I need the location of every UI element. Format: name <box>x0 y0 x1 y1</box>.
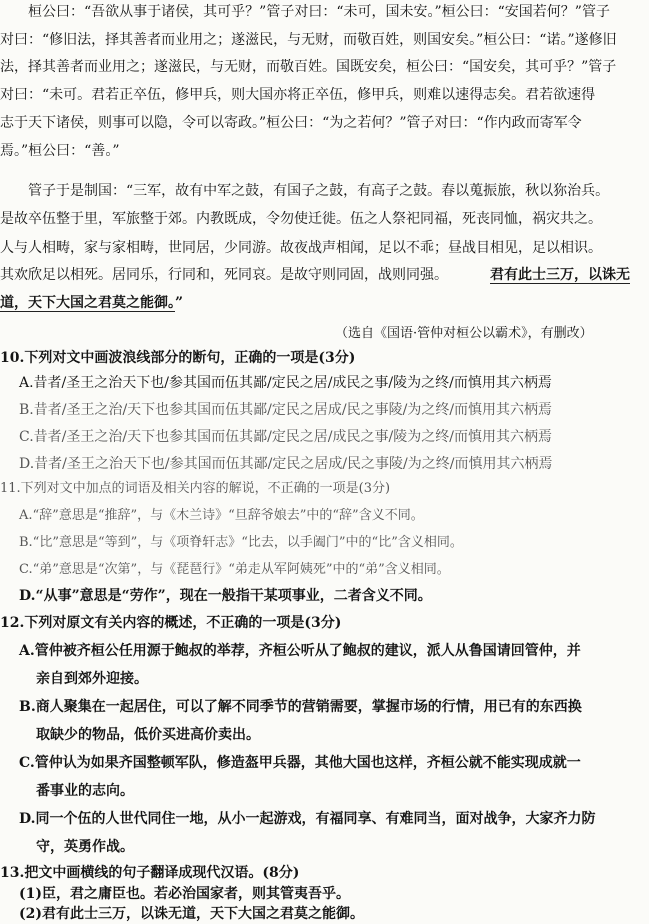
option-d: D.昔者/圣王之治天下也/参其国而伍其鄙/定民之居成/民之事陵/为之终/而慎用其六柄焉 <box>19 456 553 472</box>
option-a: A.昔者/圣王之治天下也/参其国而伍其鄙/定民之居/成民之事/陵为之终/而慎用其六柄焉 <box>19 375 552 391</box>
text-line: 其欢欣足以相死。居同乐，行同和，死同哀。是故守则同固，战则同强。 <box>0 267 448 283</box>
text-line: 人与人相畴，家与家相畴，世同居，少同游。故夜战声相闻，足以不乖；昼战目相见，足以相识。 <box>0 240 602 256</box>
text-line: 法，择其善者而业用之；遂滋民，与无财，而敬百姓。国既安矣，桓公曰：“国安矣，其可乎？”管子 <box>0 59 617 75</box>
option-c: C.昔者/圣王之治/天下也参其国而伍其鄙/定民之居/成民之事/陵为之终/而慎用其六柄焉 <box>19 429 552 445</box>
text-line: 管子于是制国：“三军，故有中军之鼓，有国子之鼓，有高子之鼓。春以蒐振旅，秋以狝治兵。 <box>0 183 610 199</box>
option-c: C.“弟”意思是“次第”，与《琵琶行》“弟走从军阿姨死”中的“弟”含义相同。 <box>19 562 450 577</box>
option-c: C.管仲认为如果齐国整顿军队，修造盔甲兵器，其他大国也这样，齐桓公就不能实现成就一 <box>19 755 581 771</box>
text-line: 道，天下大国之君莫之能御。” <box>0 295 184 311</box>
source-citation: （选自《国语·管仲对桓公以霸术》，有删改） <box>335 326 593 341</box>
text-line: 是故卒伍整于里，军旅整于郊。内教既成，令勿使迁徙。伍之人祭祀同福，死丧同恤，祸灾共之。 <box>0 211 602 227</box>
option-a: A.“辞”意思是“推辞”，与《木兰诗》“旦辞爷娘去”中的“辞”含义不同。 <box>19 508 424 523</box>
question-stem: 13.把文中画横线的句子翻译成现代汉语。(8分) <box>0 865 300 881</box>
question-stem: 11.下列对文中加点的词语及相关内容的解说，不正确的一项是(3分) <box>0 481 391 496</box>
option-c-cont: 番事业的志向。 <box>36 783 134 799</box>
option-b-cont: 取缺少的物品，低价买进高价卖出。 <box>36 727 260 743</box>
translate-item-2: (2)君有此士三万，以诛无道，天下大国之君莫之能御。 <box>19 906 364 922</box>
translate-item-1: (1)臣，君之庸臣也。若必治国家者，则其管夷吾乎。 <box>19 886 350 902</box>
option-a: A.管仲被齐桓公任用源于鲍叔的举荐，齐桓公听从了鲍叔的建议，派人从鲁国请回管仲，并 <box>19 643 581 659</box>
text-line: 志于天下诸侯，则事可以隐，令可以寄政。”桓公曰：“为之若何？”管子对曰：“作内政而寄军令 <box>0 115 582 131</box>
option-d: D.“从事”意思是“劳作”，现在一般指干某项事业，二者含义不同。 <box>19 588 432 604</box>
option-b: B.商人聚集在一起居住，可以了解不同季节的营销需要，掌握市场的行情，用已有的东西换 <box>19 699 582 715</box>
option-a-cont: 亲自到郊外迎接。 <box>36 671 148 687</box>
option-d: D.同一个伍的人世代同住一地，从小一起游戏，有福同享、有难同当，面对战争，大家齐力防 <box>19 811 596 827</box>
question-stem: 12.下列对原文有关内容的概述，不正确的一项是(3分) <box>0 615 342 631</box>
text-line: 桓公曰：“吾欲从事于诸侯，其可乎？”管子对曰：“未可，国未安。”桓公曰：“安国若何？”管子 <box>0 4 610 20</box>
option-d-cont: 守，英勇作战。 <box>36 839 134 855</box>
text-line: 对曰：“修旧法，择其善者而业用之；遂滋民，与无财，而敬百姓，则国安矣。”桓公曰：“诺。”遂修旧 <box>0 32 617 48</box>
text-line: 焉。”桓公曰：“善。” <box>0 143 120 159</box>
option-b: B.昔者/圣王之治/天下也参其国而伍其鄙/定民之居成/民之事陵/为之终/而慎用其六柄焉 <box>19 402 553 418</box>
question-stem: 10.下列对文中画波浪线部分的断句，正确的一项是(3分) <box>0 350 356 366</box>
option-b: B.“比”意思是“等到”，与《项脊轩志》“比去，以手阖门”中的“比”含义相同。 <box>19 535 463 550</box>
text-line: 对曰：“未可。君若正卒伍，修甲兵，则大国亦将正卒伍，修甲兵，则难以速得志矣。君若欲速得 <box>0 87 596 103</box>
underlined-sentence: 道，天下大国之君莫之能御。 <box>0 295 175 311</box>
underlined-sentence: 君有此士三万，以诛无 <box>490 267 630 283</box>
